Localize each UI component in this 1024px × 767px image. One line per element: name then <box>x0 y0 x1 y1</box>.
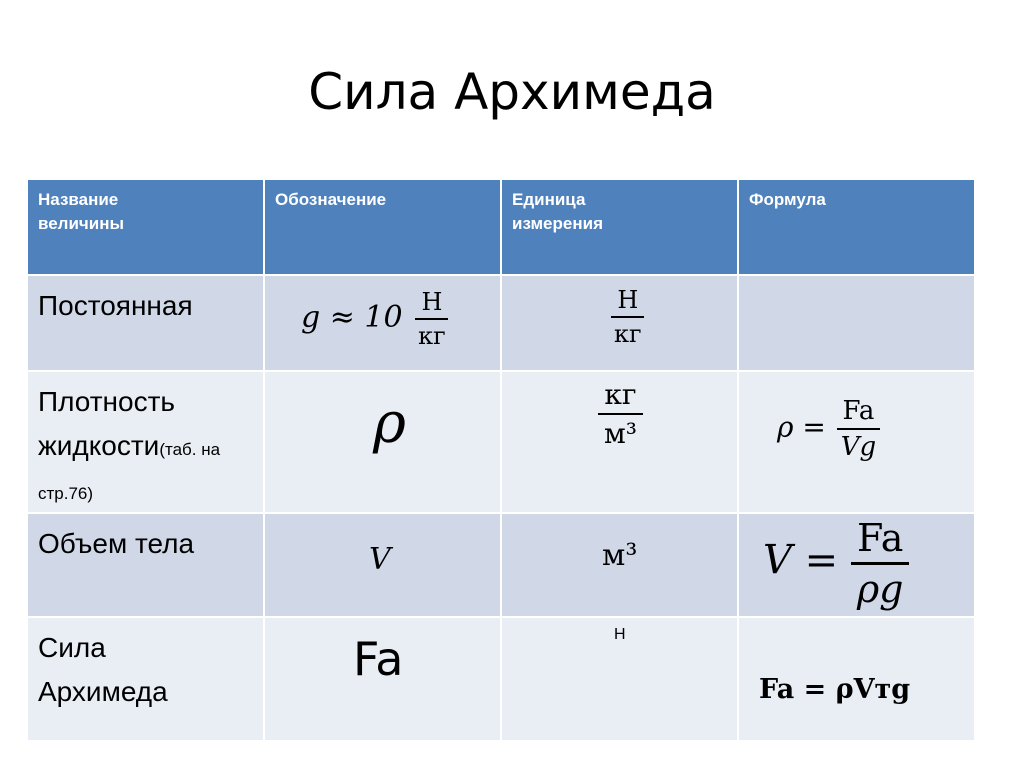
density-note: (таб. на стр.76) <box>38 440 221 503</box>
unit-fraction: $\frac{кг}{\text{м³}}$ <box>598 378 643 450</box>
row-buoyancy-formula: Fa = ρVтg <box>738 617 975 741</box>
row-buoyancy-name: Сила Архимеда <box>27 617 264 741</box>
row-buoyancy-unit: Н <box>501 617 738 741</box>
header-name: Название величины <box>27 179 264 275</box>
row-constant-unit <box>501 275 738 371</box>
formula-fraction: $\frac{Fa}{\rho g}$ <box>851 516 910 611</box>
row-density-symbol: ρ <box>264 371 501 513</box>
header-symbol: Обозначение <box>264 179 501 275</box>
symbol-lhs: g ≈ 10 <box>301 300 403 335</box>
table-row <box>27 371 975 513</box>
row-volume-name: Объем тела <box>27 513 264 617</box>
row-constant-formula <box>738 275 975 371</box>
row-density-unit <box>501 371 738 513</box>
table-header-row <box>27 179 975 275</box>
row-density-formula: ρ = $\frac{Fa}{Vg}$ <box>738 371 975 513</box>
table-row <box>27 513 975 617</box>
formula-fraction: $\frac{Fa}{Vg}$ <box>835 396 882 462</box>
table-row <box>27 617 975 741</box>
table-row <box>27 275 975 371</box>
header-unit: Единица измерения <box>501 179 738 275</box>
header-formula: Формула <box>738 179 975 275</box>
row-constant-symbol <box>264 275 501 371</box>
row-constant-name: Постоянная <box>27 275 264 371</box>
row-volume-symbol: V <box>264 513 501 617</box>
row-volume-formula: V = $\frac{Fa}{\rho g}$ <box>738 513 975 617</box>
row-buoyancy-symbol: Fa <box>264 617 501 741</box>
symbol-fraction: $\frac{Н}{кг}$ <box>412 288 452 350</box>
unit-fraction: $\frac{Н}{кг}$ <box>608 286 648 348</box>
row-density-name: Плотность жидкости(таб. на стр.76) <box>27 371 264 513</box>
row-volume-unit: м³ <box>501 513 738 617</box>
slide-title: Сила Архимеда <box>308 63 716 121</box>
properties-table <box>26 178 976 742</box>
